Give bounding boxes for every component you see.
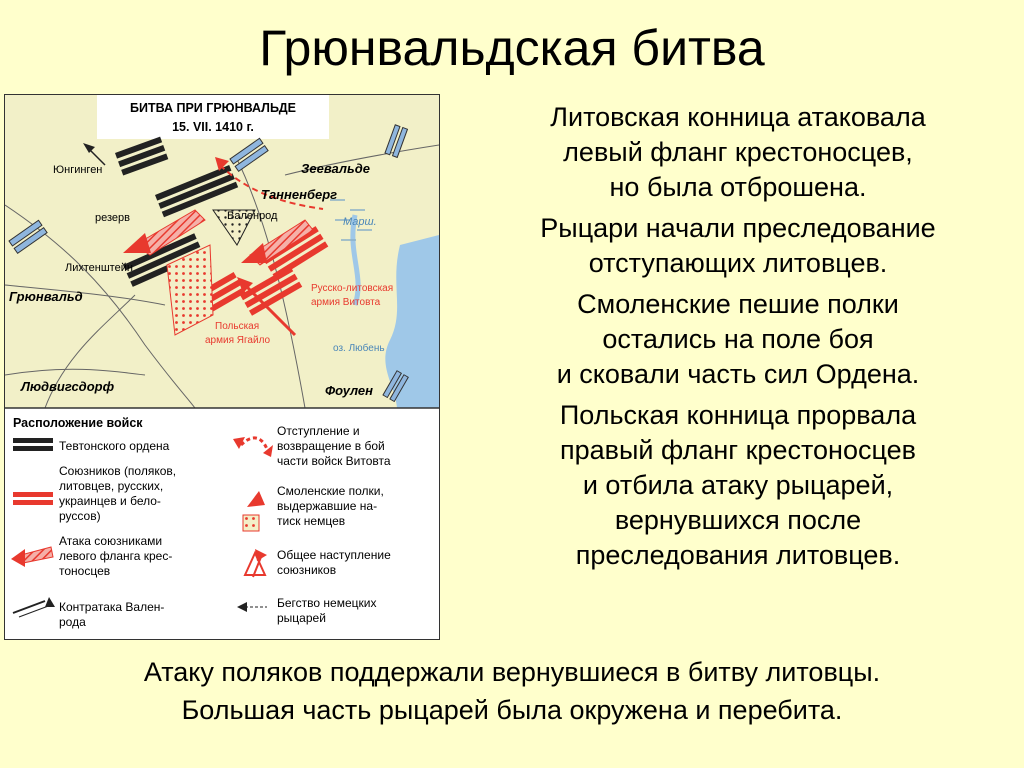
text-line: Литовская конница атаковала (550, 102, 926, 132)
label-rezerv: резерв (95, 212, 130, 224)
slide-title: Грюнвальдская битва (259, 20, 765, 76)
legend-smolensk-line3: тиск немцев (277, 514, 346, 528)
label-lichtenstein: Лихтенштейн (65, 262, 133, 274)
paragraph-lithuanian-attack (466, 100, 1010, 205)
label-lake: оз. Любень (333, 343, 385, 354)
legend-attack-line3: тоносцев (59, 564, 111, 578)
label-tannenberg: Танненберг (261, 187, 338, 202)
paragraph-smolensk-regiments (466, 287, 1010, 392)
narrative-text (466, 100, 1010, 579)
legend-smolensk-line2: выдержавшие на- (277, 499, 378, 513)
label-faulen: Фоулен (325, 383, 373, 398)
text-line: Рыцари начали преследование (540, 213, 936, 243)
legend-counter-line2: рода (59, 615, 86, 629)
text-line: правый фланг крестоносцев (559, 435, 916, 465)
legend-retreat-line3: части войск Витовта (277, 454, 391, 468)
map-heading-line1: БИТВА ПРИ ГРЮНВАЛЬДЕ (129, 101, 297, 115)
legend-flight-line1: Бегство немецких (277, 596, 377, 610)
legend-attack-line1: Атака союзниками (59, 534, 163, 548)
conclusion-text (0, 653, 1024, 729)
legend-attack-line2: левого фланга крес- (59, 549, 173, 563)
label-seewalde: Зеевальде (301, 161, 370, 176)
text-line: Польская конница прорвала (559, 400, 917, 430)
paragraph-knights-pursuit (466, 211, 1010, 281)
text-line: Смоленские пешие полки (577, 289, 899, 319)
text-line: отступающих литовцев. (588, 248, 888, 278)
legend-counter-line1: Контратака Вален- (59, 600, 165, 614)
legend-allies-line2: литовцев, русских, (59, 479, 164, 493)
legend-smolensk-line1: Смоленские полки, (277, 484, 384, 498)
map-heading-line2: 15. VII. 1410 г. (172, 120, 254, 134)
text-line: левый фланг крестоносцев, (563, 137, 913, 167)
text-line: вернувшихся после (614, 505, 862, 535)
label-grunwald: Грюнвальд (9, 289, 83, 304)
text-line: и отбила атаку рыцарей, (582, 470, 894, 500)
label-jungingen: Юнгинген (53, 164, 103, 176)
legend-flight-line2: рыцарей (277, 611, 326, 625)
map-land (5, 95, 439, 408)
text-line: и сковали часть сил Ордена. (556, 359, 920, 389)
label-ludwigsdorf: Людвигсдорф (21, 379, 115, 394)
paragraph-polish-cavalry (466, 398, 1010, 573)
legend-heading: Расположение войск (13, 416, 143, 430)
legend-allies-line1: Союзников (поляков, (59, 464, 177, 478)
conclusion-line1: Атаку поляков поддержали вернувшиеся в битву литовцы. (143, 657, 881, 687)
legend-allies-line3: украинцев и бело- (59, 494, 161, 508)
legend-teutonic-label: Тевтонского ордена (59, 439, 170, 453)
label-lithuanian-army-1: Русско-литовская (311, 283, 394, 294)
label-polish-army-2: армия Ягайло (205, 335, 271, 346)
legend-retreat-line2: возвращение в бой (277, 439, 385, 453)
battle-map-svg (5, 95, 439, 639)
text-line: остались на поле боя (602, 324, 874, 354)
legend-allies-line4: руссов) (59, 509, 101, 523)
legend-general-line2: союзников (277, 563, 337, 577)
label-wallenrod: Валенрод (227, 210, 278, 222)
legend-retreat-line1: Отступление и (277, 424, 360, 438)
text-line: но была отброшена. (609, 172, 867, 202)
conclusion-line2: Большая часть рыцарей была окружена и перебита. (181, 695, 843, 725)
legend-general-line1: Общее наступление (277, 548, 391, 562)
label-polish-army-1: Польская (215, 321, 260, 332)
text-line: преследования литовцев. (575, 540, 901, 570)
battle-map (4, 94, 440, 640)
label-lithuanian-army-2: армия Витовта (311, 297, 381, 308)
label-marshes: Марш. (343, 216, 377, 228)
